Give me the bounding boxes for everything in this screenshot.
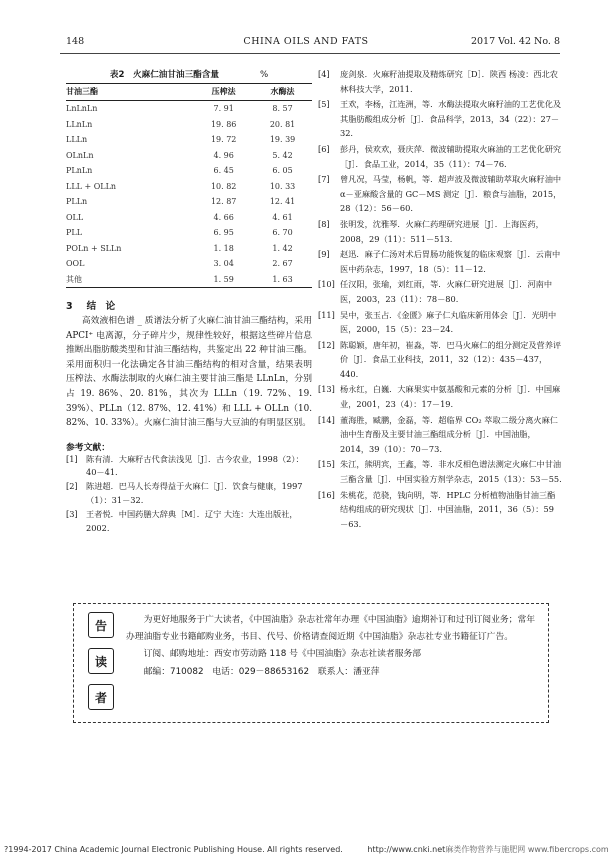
- reference-number: [9]: [318, 249, 330, 260]
- reference-number: [3]: [66, 509, 78, 520]
- reference-number: [16]: [318, 489, 335, 500]
- table-row: [66, 163, 312, 179]
- cell-triglyceride: PLL: [66, 228, 83, 238]
- table-row: [66, 132, 312, 148]
- right-column: [318, 67, 562, 532]
- reference-number: [13]: [318, 384, 335, 395]
- reference-text: 王者悦．中国药膳大辞典［M］．辽宁 大连：大连出版社，2002.: [86, 509, 298, 533]
- reader-notice-box: [73, 603, 549, 723]
- cell-pressing: 10. 82: [210, 181, 237, 191]
- cell-pressing: 12. 87: [210, 197, 237, 207]
- reference-number: [14]: [318, 414, 335, 425]
- cell-triglyceride: POLn + SLLn: [66, 243, 122, 253]
- reference-item: [318, 247, 562, 276]
- section-heading: [66, 298, 312, 312]
- cell-enzyme: 19. 39: [269, 135, 296, 145]
- reference-text: 吴中，张玉占．《金匮》麻子仁丸临床新用体会［J］．光明中医，2000，15（5）：23－24.: [340, 309, 557, 335]
- cell-pressing: 19. 86: [210, 119, 237, 129]
- reference-text: 朱桃花，范骁，钱向明，等．HPLC 分析植物油脂甘油三酯结构组成的研究现状［J］．中国油脂，2011，36（5）：59－63.: [340, 489, 556, 529]
- col-header-pressing: 压榨法: [194, 84, 253, 101]
- cell-pressing: 1. 59: [194, 272, 253, 288]
- reference-text: 彭丹，侯欢欢，聂庆萍．微波辅助提取火麻油的工艺优化研究［J］．食品工业，2014，35（11）：74－76.: [340, 143, 562, 169]
- cell-pressing: 3. 04: [213, 259, 234, 269]
- reference-text: 庞剑泉．火麻籽油提取及精炼研究［D］．陕西 杨凌：西北农林科技大学，2011.: [340, 69, 558, 94]
- left-column: [66, 60, 312, 536]
- table-row: [66, 148, 312, 164]
- reference-text: 曾凡况，马莹，杨帆，等．超声波及微波辅助萃取火麻籽油中 α－亚麻酸含量的 GC－MS 测定［J］．粮食与油脂，2015，28（12）：56－60.: [340, 174, 562, 214]
- reference-text: 董海胜，臧鹏，金磊，等．超临界 CO₂ 萃取二级分离火麻仁油中生育酚及主要甘油三酯组成分析［J］．中国油脂，2014，39（10）：70－73.: [340, 414, 558, 454]
- notice-body: [126, 612, 536, 680]
- reference-item: [318, 338, 562, 382]
- reference-text: 陈有清．大麻籽古代食法浅见［J］．古今农业，1998（2）：40－41.: [86, 453, 304, 477]
- table-row: [66, 225, 312, 241]
- reference-number: [10]: [318, 279, 335, 290]
- reference-item: [318, 488, 562, 532]
- table-row: [66, 194, 312, 210]
- footer-watermark: 麻类作物营养与施肥网 www.fibercrops.com: [445, 845, 609, 854]
- table-row: [66, 117, 312, 133]
- reference-item: [318, 217, 562, 246]
- footer-site: http://www.cnki.net: [367, 845, 446, 854]
- cell-enzyme: 10. 33: [269, 181, 296, 191]
- journal-name: CHINA OILS AND FATS: [243, 36, 369, 47]
- reference-item: [318, 308, 562, 337]
- table-row: [66, 272, 312, 288]
- section-title: 结 论: [86, 301, 116, 312]
- cell-enzyme: 1. 42: [272, 243, 293, 253]
- cell-pressing: 19. 72: [210, 135, 237, 145]
- page-footer: [4, 844, 610, 855]
- reference-item: [318, 382, 562, 411]
- reference-item: [318, 277, 562, 306]
- cell-enzyme: 4. 61: [272, 212, 293, 222]
- reference-text: 陈进超．巴马人长寿得益于火麻仁［J］．饮食与健康，1997（1）：31－32.: [86, 481, 303, 505]
- cell-enzyme: 1. 63: [253, 272, 312, 288]
- table-row: [66, 179, 312, 195]
- reference-text: 陈聪颖，唐年初，崔淼，等．巴马火麻仁的组分测定及营养评价［J］．食品工业科技，2011，32（12）：435－437，440.: [340, 339, 562, 379]
- cell-enzyme: 8. 57: [272, 104, 293, 114]
- cell-triglyceride: PLLn: [66, 197, 88, 207]
- copyright-text: ?1994-2017 China Academic Journal Electronic Publishing House. All rights reserved.: [4, 845, 343, 854]
- reference-item: [318, 97, 562, 141]
- cell-triglyceride: PLnLn: [66, 166, 93, 176]
- table-row: [66, 210, 312, 226]
- reference-number: [15]: [318, 459, 335, 470]
- reference-number: [1]: [66, 453, 78, 464]
- cell-pressing: 1. 18: [213, 243, 234, 253]
- cell-enzyme: 6. 70: [272, 228, 293, 238]
- cell-pressing: 4. 96: [213, 150, 234, 160]
- cell-triglyceride: LLL + OLLn: [66, 181, 117, 191]
- conclusion-paragraph: 高效液相色谱 _ 质谱法分析了火麻仁油甘油三酯结构，采用 APCI⁺ 电离源，分子碎片少，规律性较好，根据这些碎片信息推断出脂肪酸类型和甘油三酯结构，共鉴定出 22 种甘油三酯。采用面积归一化法确定各甘油三酯结构的相对含量，结果表明压榨法、水酶法制取的火麻仁油主要甘油三酯是 LLnLn，分别占 19. 86%、20. 81%，其次为 LLLn（19. 72%、19. 39%）、PLLn（12. 87%、12. 41%）和 LLL + OLLn（10. 82%、10. 33%）。火麻仁油甘油三酯与大豆油的有明显区别。: [66, 316, 312, 429]
- cell-enzyme: 2. 67: [272, 259, 293, 269]
- cell-triglyceride: LLLn: [66, 135, 88, 145]
- cell-pressing: 7. 91: [213, 104, 234, 114]
- reference-number: [7]: [318, 174, 330, 185]
- table-row: [66, 241, 312, 257]
- notice-contact: 邮编：710082 电话：029－88653162 联系人：潘亚萍: [143, 666, 380, 677]
- notice-address: 订阅、邮购地址：西安市劳动路 118 号《中国油脂》杂志社读者服务部: [143, 649, 422, 659]
- table-unit: %: [259, 70, 269, 80]
- col-header-enzyme: 水酶法: [253, 84, 312, 101]
- references-title: 参考文献：: [66, 442, 110, 453]
- cell-enzyme: 12. 41: [269, 197, 296, 207]
- cell-enzyme: 6. 05: [272, 166, 293, 176]
- reference-number: [12]: [318, 339, 335, 350]
- table-header-row: [66, 84, 312, 101]
- section-number: 3: [66, 301, 73, 312]
- reference-text: 杨永红，白巍．大麻果实中氨基酸和元素的分析［J］．中国麻业，2001，23（4）：17－19.: [340, 384, 561, 410]
- cell-pressing: 4. 66: [213, 212, 234, 222]
- cell-triglyceride: LnLnLn: [66, 104, 98, 114]
- reference-item: [318, 142, 562, 171]
- reference-item: [66, 508, 312, 535]
- cell-triglyceride: OOL: [66, 259, 85, 269]
- cell-pressing: 6. 45: [213, 166, 234, 176]
- reference-text: 任汉阳，张瑜，刘红雨，等．火麻仁研究进展［J］．河南中医，2003，23（11）：78－80.: [340, 279, 553, 304]
- reference-item: [318, 172, 562, 216]
- cell-enzyme: 20. 81: [269, 119, 296, 129]
- reference-item: [66, 480, 312, 507]
- reference-item: [318, 457, 562, 486]
- table-row: [66, 256, 312, 272]
- notice-label-3: 者: [88, 684, 114, 710]
- reference-item: [318, 67, 562, 96]
- col-header-triglyceride: 甘油三酯: [66, 84, 194, 101]
- cell-triglyceride: LLnLn: [66, 119, 93, 129]
- cell-triglyceride: OLL: [66, 212, 84, 222]
- table-caption: [66, 68, 312, 80]
- reference-text: 朱江，熊明宾，王鑫，等．非水反相色谱法测定火麻仁中甘油三酯含量［J］．中国实验方剂学杂志，2015（13）：53－55.: [340, 459, 562, 485]
- page-number: 148: [66, 36, 85, 47]
- reference-item: [66, 453, 312, 480]
- reference-number: [8]: [318, 218, 330, 229]
- reference-number: [2]: [66, 481, 78, 492]
- reference-text: 张明发，沈雅琴．火麻仁药理研究进展［J］．上海医药，2008，29（11）：511－513.: [340, 218, 544, 244]
- notice-label-1: 告: [88, 612, 114, 638]
- reference-item: [318, 413, 562, 457]
- header-rule: [60, 53, 560, 54]
- cell-triglyceride: 其他: [66, 272, 194, 288]
- reference-text: 赵迅．麻子仁汤对术后胃肠功能恢复的临床观察［J］．云南中医中药杂志，1997，18（5）：11－12.: [340, 249, 561, 274]
- cell-triglyceride: OLnLn: [66, 150, 94, 160]
- reference-number: [4]: [318, 69, 330, 79]
- reference-number: [11]: [318, 309, 335, 320]
- cell-pressing: 6. 95: [213, 228, 234, 238]
- reference-text: 王欢，李杨，江连洲，等．水酶法提取火麻籽油的工艺优化及其脂肪酸组成分析［J］．食品科学，2013，34（22）：27－32.: [340, 99, 562, 139]
- table-caption-text: 表2 火麻仁油甘油三酯含量: [109, 70, 219, 80]
- issue-info: 2017 Vol. 42 No. 8: [470, 36, 560, 47]
- reference-number: [6]: [318, 143, 330, 154]
- triglyceride-table: [66, 83, 312, 288]
- cell-enzyme: 5. 42: [272, 150, 293, 160]
- notice-label-2: 读: [88, 648, 114, 674]
- notice-text: 为更好地服务于广大读者，《中国油脂》杂志社常年办理《中国油脂》逾期补订和过刊订阅业务；常年办理油脂专业书籍邮购业务，书目、代号、价格请查阅近期《中国油脂》杂志社专业书籍征订广告。: [126, 615, 536, 642]
- table-row: [66, 101, 312, 117]
- reference-number: [5]: [318, 99, 330, 110]
